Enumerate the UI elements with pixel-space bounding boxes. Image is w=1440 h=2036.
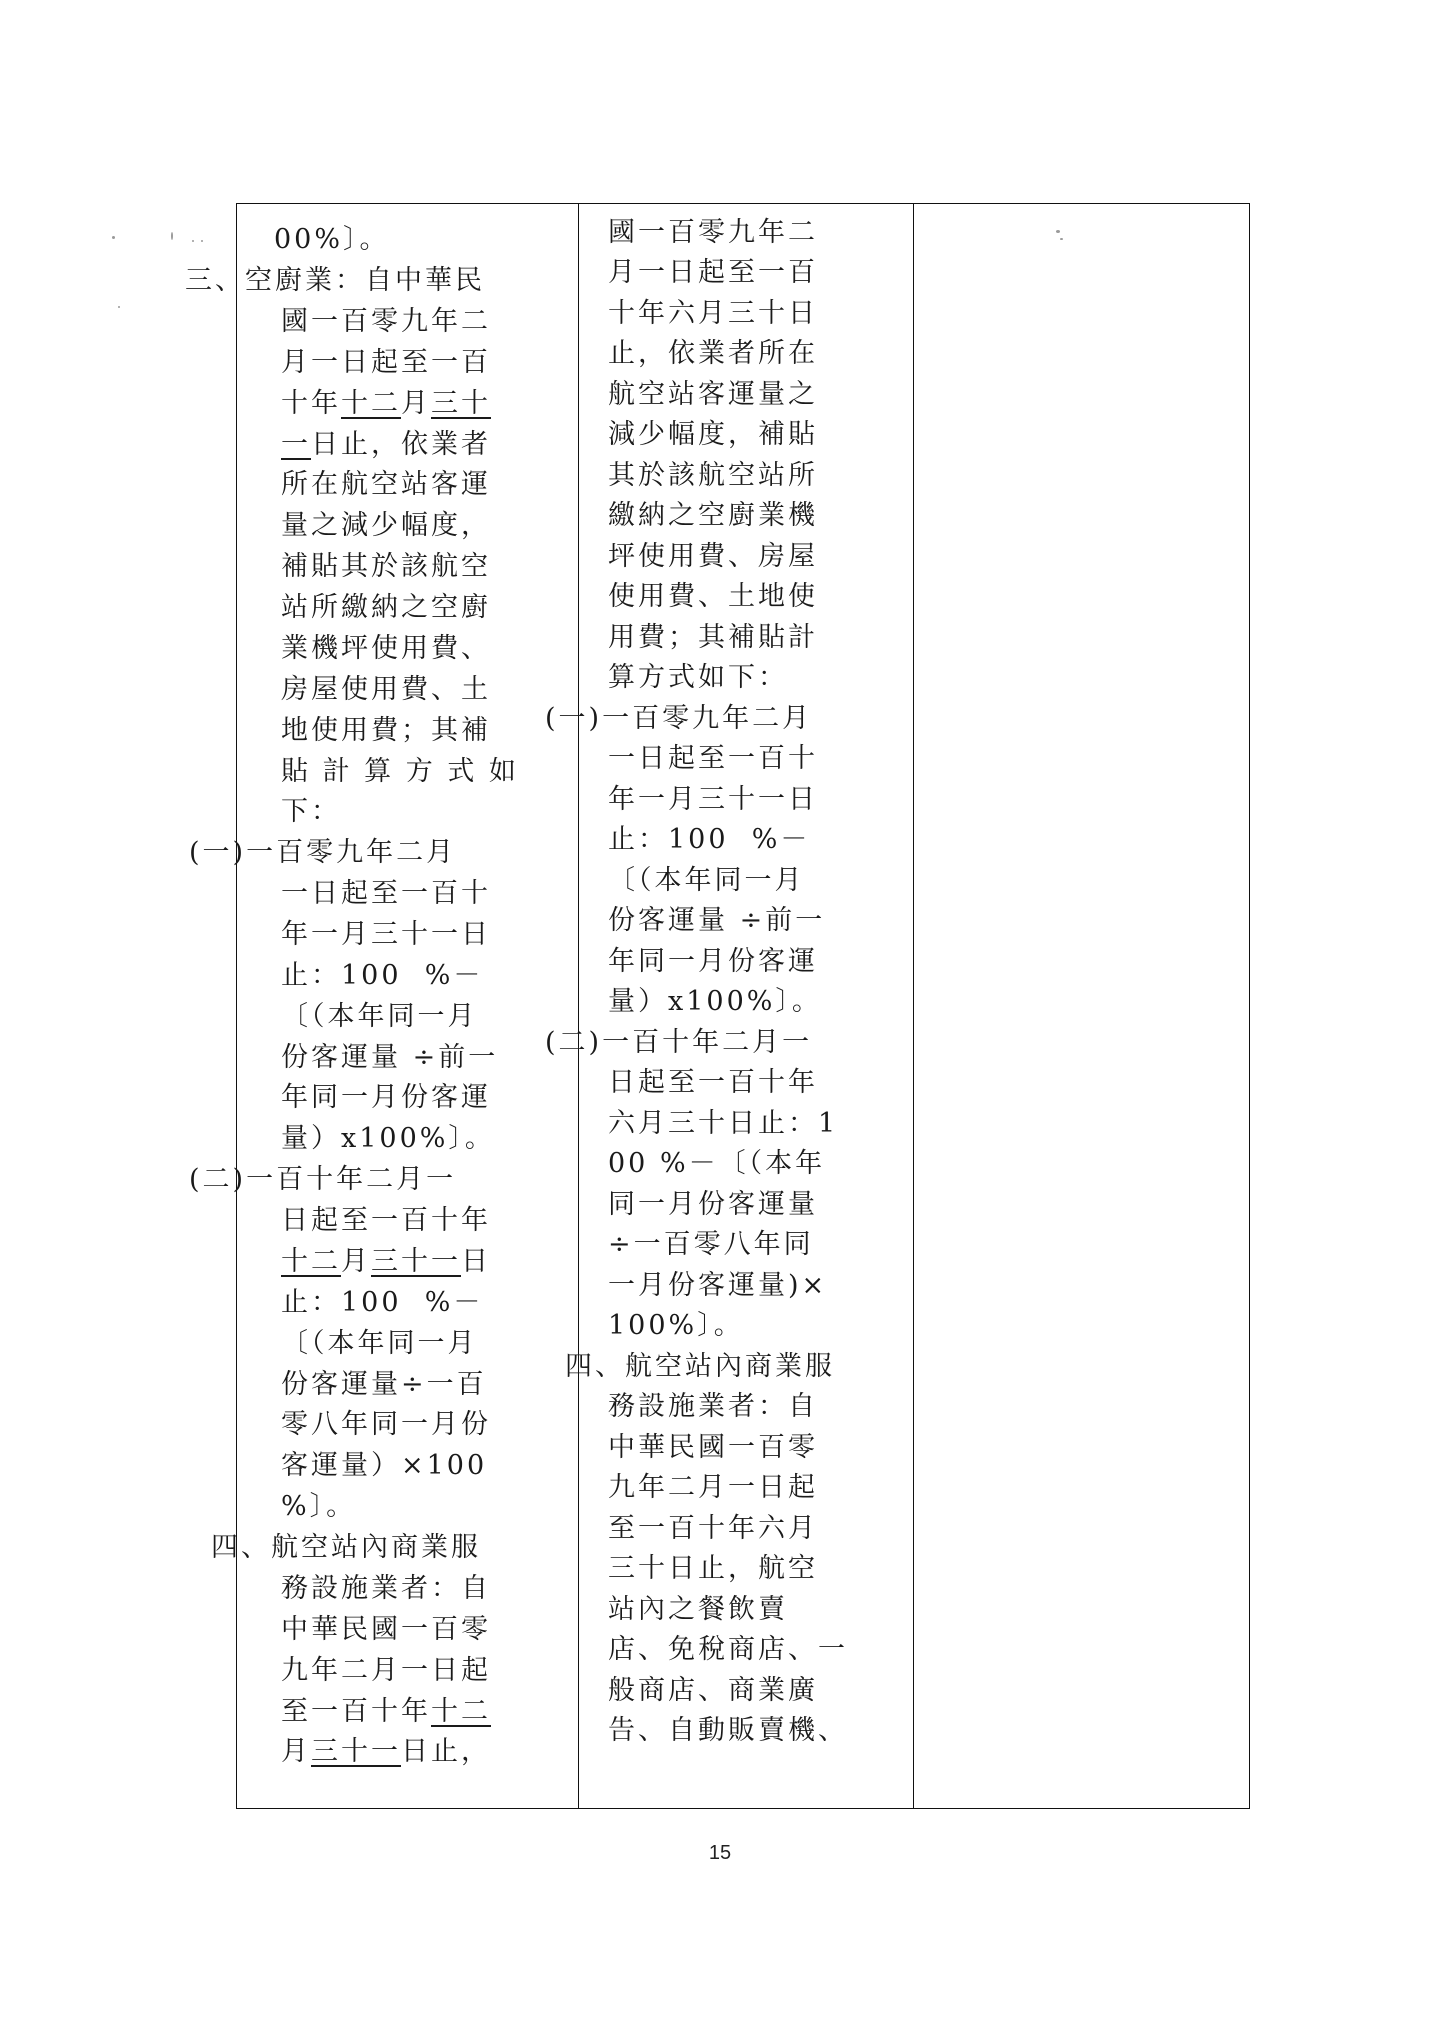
- text-line: [608, 662, 788, 694]
- text-line: [281, 1287, 483, 1319]
- text-segment: 使用費、土地使: [608, 581, 818, 612]
- column-middle-text: [545, 204, 913, 1808]
- text-line: [185, 265, 485, 297]
- text-segment: 月: [401, 388, 431, 419]
- text-segment: 三十日止，航空: [608, 1553, 818, 1584]
- text-line: [608, 865, 805, 897]
- text-segment: 00 %－〔（本年: [608, 1148, 826, 1179]
- text-line: [608, 1108, 838, 1140]
- text-line: [281, 1369, 487, 1401]
- text-segment: 站所繳納之空廚: [281, 592, 491, 623]
- text-segment: (一)一百零九年二月: [545, 703, 813, 734]
- text-line: [545, 1027, 812, 1059]
- text-segment: 務設施業者：自: [608, 1391, 818, 1422]
- text-segment: 補貼其於該航空: [281, 551, 491, 582]
- underlined-amendment: 三十: [431, 388, 491, 419]
- text-segment: 地使用費；其補: [281, 715, 491, 746]
- text-segment: 日起至一百十年: [608, 1067, 818, 1098]
- text-line: [281, 919, 491, 951]
- text-line: [281, 1042, 498, 1074]
- text-segment: 100%〕。: [608, 1310, 744, 1341]
- text-line: [608, 1472, 818, 1504]
- text-segment: 十年: [281, 388, 341, 419]
- text-line: [281, 551, 491, 583]
- text-segment: 年同一月份客運: [608, 946, 818, 977]
- text-segment: 所在航空站客運: [281, 469, 491, 500]
- text-segment: 止：100 %－: [608, 824, 811, 855]
- text-line: [281, 592, 491, 624]
- text-line: [608, 217, 818, 249]
- text-line: [608, 1270, 827, 1302]
- text-line: [281, 633, 491, 665]
- text-segment: 量）x100%〕。: [608, 986, 822, 1017]
- text-segment: 份客運量 ÷前一: [608, 905, 826, 936]
- text-line: [545, 703, 812, 735]
- page-number: 15: [708, 1842, 732, 1864]
- text-line: [608, 824, 810, 856]
- text-line: [281, 1082, 491, 1114]
- text-segment: 中華民國一百零: [281, 1614, 491, 1645]
- text-segment: 航空站客運量之: [608, 379, 818, 410]
- text-line: [608, 1634, 848, 1666]
- text-line: [189, 1164, 456, 1196]
- text-line: [608, 298, 818, 330]
- text-line: [608, 784, 818, 816]
- text-line: [608, 1432, 818, 1464]
- text-line: [281, 306, 491, 338]
- text-segment: 九年二月一日起: [281, 1655, 491, 1686]
- text-segment: ÷一百零八年同: [608, 1229, 814, 1260]
- text-line: [281, 429, 491, 461]
- text-segment: 四、航空站內商業服: [211, 1532, 481, 1563]
- text-segment: 00%〕。: [274, 224, 390, 255]
- text-line: [281, 1246, 491, 1278]
- text-line: [281, 1573, 491, 1605]
- text-segment: 站內之餐飲賣: [608, 1594, 788, 1625]
- text-line: [608, 905, 825, 937]
- text-line: [281, 1655, 491, 1687]
- text-line: [281, 347, 491, 379]
- text-line: [608, 460, 818, 492]
- underlined-amendment: 十二: [431, 1696, 491, 1727]
- text-segment: (二)一百十年二月一: [545, 1027, 813, 1058]
- text-segment: 年一月三十一日: [608, 784, 818, 815]
- text-line: [608, 379, 818, 411]
- text-line: [608, 1513, 818, 1545]
- text-line: [281, 796, 341, 828]
- text-line: [608, 1675, 818, 1707]
- text-line: [608, 500, 818, 532]
- text-line: [608, 743, 818, 775]
- text-line: [281, 1696, 491, 1728]
- text-segment: 日: [461, 1246, 491, 1277]
- text-line: [608, 1067, 818, 1099]
- text-line: [281, 1123, 495, 1155]
- text-line: [281, 878, 491, 910]
- text-segment: 一日起至一百十: [608, 743, 818, 774]
- underlined-amendment: 一: [281, 429, 311, 460]
- text-line: [281, 388, 491, 420]
- text-segment: 月: [341, 1246, 371, 1277]
- text-segment: 其於該航空站所: [608, 460, 818, 491]
- text-line: [608, 1553, 818, 1585]
- text-segment: 十年六月三十日: [608, 298, 818, 329]
- column-right-empty: [913, 204, 1251, 1808]
- text-segment: 國一百零九年二: [281, 306, 491, 337]
- text-segment: 止：100 %－: [281, 1287, 484, 1318]
- text-line: [608, 1594, 788, 1626]
- text-segment: 減少幅度，補貼: [608, 419, 818, 450]
- text-line: [608, 946, 818, 978]
- text-line: [608, 622, 818, 654]
- text-line: [211, 1532, 481, 1564]
- text-segment: 九年二月一日起: [608, 1472, 818, 1503]
- text-segment: 三、空廚業：自中華民: [185, 265, 485, 296]
- text-segment: 日起至一百十年: [281, 1205, 491, 1236]
- text-segment: 止，依業者所在: [608, 338, 818, 369]
- text-line: [608, 257, 818, 289]
- text-line: [608, 581, 818, 613]
- text-line: [281, 1328, 478, 1360]
- text-line: [281, 1736, 491, 1768]
- text-segment: 量）x100%〕。: [281, 1123, 495, 1154]
- text-segment: 〔（本年同一月: [608, 865, 805, 896]
- text-segment: 一月份客運量)×: [608, 1270, 828, 1301]
- text-line: [281, 715, 491, 747]
- text-line: [281, 674, 491, 706]
- text-segment: 下：: [281, 796, 341, 827]
- text-line: [608, 1229, 814, 1261]
- text-line: [274, 224, 390, 256]
- text-segment: 日止，依業者: [311, 429, 491, 460]
- text-line: [281, 1450, 487, 1482]
- text-segment: 業機坪使用費、: [281, 633, 491, 664]
- text-segment: 量之減少幅度，: [281, 510, 491, 541]
- underlined-amendment: 三十一: [371, 1246, 461, 1277]
- text-segment: 月: [281, 1736, 311, 1767]
- text-segment: 止：100 %－: [281, 960, 484, 991]
- text-segment: 份客運量 ÷前一: [281, 1042, 499, 1073]
- text-segment: 〔（本年同一月: [281, 1001, 478, 1032]
- text-segment: 年同一月份客運: [281, 1082, 491, 1113]
- text-segment: 一日起至一百十: [281, 878, 491, 909]
- text-line: [608, 1189, 818, 1221]
- column-left-text: [185, 204, 578, 1808]
- text-segment: 房屋使用費、土: [281, 674, 491, 705]
- text-line: [608, 541, 818, 573]
- text-segment: 算方式如下：: [608, 662, 788, 693]
- text-line: [281, 510, 491, 542]
- text-line: [608, 986, 822, 1018]
- text-segment: 同一月份客運量: [608, 1189, 818, 1220]
- text-line: [608, 419, 818, 451]
- text-segment: 〔（本年同一月: [281, 1328, 478, 1359]
- text-segment: (一)一百零九年二月: [189, 837, 457, 868]
- underlined-amendment: 十二: [281, 1246, 341, 1277]
- text-segment: 國一百零九年二: [608, 217, 818, 248]
- text-segment: 繳納之空廚業機: [608, 500, 818, 531]
- text-segment: 至一百十年: [281, 1696, 431, 1727]
- text-line: [281, 1491, 356, 1523]
- text-line: [608, 1715, 848, 1747]
- text-segment: (二)一百十年二月一: [189, 1164, 457, 1195]
- text-line: [608, 338, 818, 370]
- text-segment: 六月三十日止：1: [608, 1108, 839, 1139]
- text-segment: 告、自動販賣機、: [608, 1715, 848, 1746]
- text-line: [281, 1205, 491, 1237]
- text-line: [281, 1614, 491, 1646]
- text-segment: 貼 計 算 方 式 如: [281, 756, 519, 787]
- text-line: [281, 756, 519, 788]
- text-line: [608, 1148, 825, 1180]
- text-segment: 四、航空站內商業服: [565, 1351, 835, 1382]
- text-segment: 份客運量÷一百: [281, 1369, 487, 1400]
- text-segment: 日止，: [401, 1736, 491, 1767]
- text-segment: 至一百十年六月: [608, 1513, 818, 1544]
- text-line: [281, 469, 491, 501]
- text-line: [565, 1351, 835, 1383]
- text-line: [608, 1391, 818, 1423]
- comparison-table: [185, 203, 1250, 1809]
- text-segment: 月一日起至一百: [281, 347, 491, 378]
- text-segment: 月一日起至一百: [608, 257, 818, 288]
- text-segment: 客運量）×100: [281, 1450, 488, 1481]
- text-segment: 店、免稅商店、一: [608, 1634, 848, 1665]
- text-segment: 零八年同一月份: [281, 1409, 491, 1440]
- text-segment: 坪使用費、房屋: [608, 541, 818, 572]
- text-line: [281, 960, 483, 992]
- text-segment: %〕。: [281, 1491, 357, 1522]
- text-segment: 用費；其補貼計: [608, 622, 818, 653]
- text-segment: 年一月三十一日: [281, 919, 491, 950]
- text-segment: 務設施業者：自: [281, 1573, 491, 1604]
- underlined-amendment: 三十一: [311, 1736, 401, 1767]
- underlined-amendment: 十二: [341, 388, 401, 419]
- text-line: [281, 1409, 491, 1441]
- text-segment: 般商店、商業廣: [608, 1675, 818, 1706]
- text-line: [189, 837, 456, 869]
- text-line: [608, 1310, 744, 1342]
- text-segment: 中華民國一百零: [608, 1432, 818, 1463]
- text-line: [281, 1001, 478, 1033]
